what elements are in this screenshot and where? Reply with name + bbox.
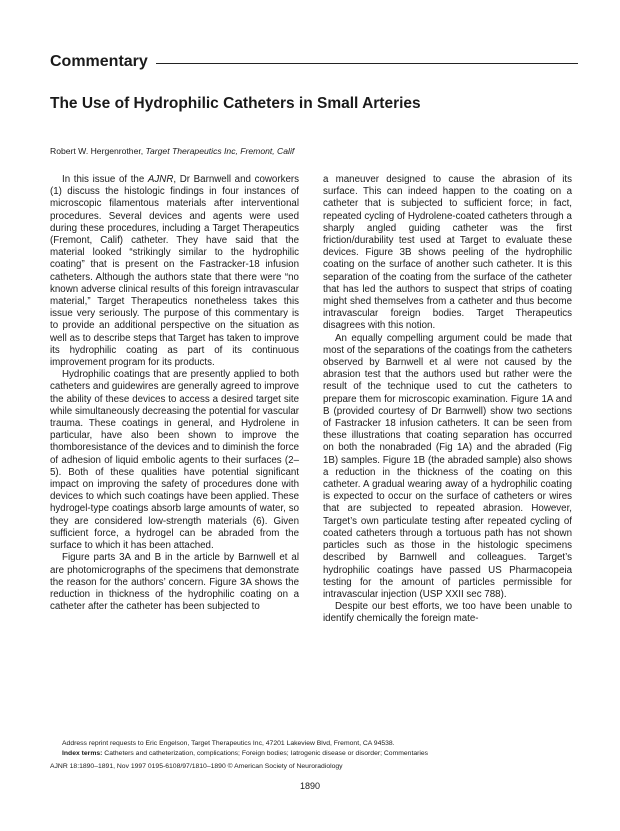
right-column xyxy=(323,174,572,626)
index-terms xyxy=(62,749,428,759)
section-header xyxy=(50,52,578,74)
section-title: Commentary xyxy=(50,52,156,72)
body-paragraph xyxy=(323,174,572,333)
footnotes xyxy=(62,739,428,758)
byline xyxy=(50,146,294,157)
page-number: 1890 xyxy=(299,781,321,791)
paragraph-text: a maneuver designed to cause the abrasion of its surface. This can indeed happen to the coating on a catheter that is subjected to sufficient force; in fact, repeated cycling of Hydrolene-coated catheters through a sharply angled guiding catheter was the first friction/durability test used at Target to evaluate these devices. Figure 3B shows peeling of the hydrophilic coating on the surface of another such catheter. It is this separation of the coating from the surface of the catheter that has led the authors to suspect that strips of coating might shed themselves from a catheter and thus become intravascular foreign bodies. Target Therapeutics disagrees with this notion. xyxy=(323,174,572,332)
body-paragraph xyxy=(323,601,572,625)
body-paragraph xyxy=(50,369,299,552)
body-paragraph xyxy=(50,174,299,369)
paragraph-text: An equally compelling argument could be made that most of the separations of the coatings from the catheters observed by Barnwell et al were not caused by the abrasion test that the authors used but rather were the result of the technique used to cut the catheters to prepare them for microscopic examination. Figure 1A and B (provided courtesy of Dr Barnwell) show two sections of Fastracker 18 infusion catheters. It can be seen from these illustrations that coating separation has occurred on both the nonabraded (Fig 1A) and the abraded (Fig 1B) samples. Figure 1B (the abraded sample) also shows a reduction in the thickness of the coating on this catheter. A gradual wearing away of a hydrophilic coating is expected to occur on the surface of catheters or wires that are subjected to repeated abrasion. However, Target’s own particulate testing after repeated cycling of coated catheters through a tortuous path has not shown particles such as those in the histologic specimens described by Barnwell and colleagues. Target’s hydrophilic coatings have passed US Pharmacopeia testing for the amount of particles permissible for intravascular injection (USP XXII sec 788). xyxy=(323,332,572,600)
article-title: The Use of Hydrophilic Catheters in Small Arteries xyxy=(50,95,421,112)
italic-text: AJNR xyxy=(147,174,174,185)
index-terms-label: Index terms: xyxy=(62,749,103,757)
paragraph-text: Despite our best efforts, we too have been unable to identify chemically the foreign mate- xyxy=(323,601,572,625)
paragraph-text: , Dr Barnwell and coworkers (1) discuss the histologic findings in four instances of microscopic filamentous materials after interventional procedures. Several devices and agents were used during these procedures, including a Target Therapeutics (Fremont, Calif) catheter. They have said that the material looked “strikingly similar to the hydrophilic coating” that is present on the Fastracker-18 infusion catheters. Although the authors state that there were “no known adverse clinical results of this foreign intravascular material,” Target Therapeutics nonetheless takes this issue very seriously. The purpose of this commentary is to provide an additional perspective on the situation as well as to describe steps that Target has taken to improve its hydrophilic coating as part of its continuous improvement program for its products. xyxy=(50,174,300,369)
journal-citation: AJNR 18:1890–1891, Nov 1997 0195-6108/97/1810–1890 © American Society of Neuroradiology xyxy=(50,763,343,770)
index-terms-list: Catheters and catheterization, complications; Foreign bodies; Iatrogenic disease or disorder; Commentaries xyxy=(102,749,429,757)
body-paragraph xyxy=(50,552,299,613)
paragraph-text: Figure parts 3A and B in the article by Barnwell et al are photomicrographs of the specimens that demonstrate the reason for the authors’ concern. Figure 3A shows the reduction in thickness of the hydrophilic coating on a catheter after the catheter has been subjected to xyxy=(50,552,299,613)
body-paragraph xyxy=(323,333,572,601)
paragraph-text: In this issue of the xyxy=(62,174,148,185)
paragraph-text: Hydrophilic coatings that are presently applied to both catheters and guidewires are generally agreed to improve the ability of these devices to access a desired target site while simultaneously decreasing the potential for vascular trauma. These coatings in general, and Hydrolene in particular, have also been shown to improve the thomboresistance of the devices and to diminish the force of adhesion of liquid embolic agents to their surfaces (2–5). Both of these qualities have potential significant impact on improving the safety of procedures done with devices to which such coatings have been applied. These hydrogel-type coatings absorb large amounts of water, so they are considered low-strength materials (6). Given sufficient force, a hydrogel can be abraded from the surface to which it has been attached. xyxy=(50,369,299,552)
reprint-address: Address reprint requests to Eric Engelson, Target Therapeutics Inc, 47201 Lakeview Blvd, Fremont, CA 94538. xyxy=(62,740,395,747)
left-column xyxy=(50,174,299,613)
author-affiliation: Target Therapeutics Inc, Fremont, Calif xyxy=(145,146,295,156)
author-name: Robert W. Hergenrother, xyxy=(50,146,144,156)
